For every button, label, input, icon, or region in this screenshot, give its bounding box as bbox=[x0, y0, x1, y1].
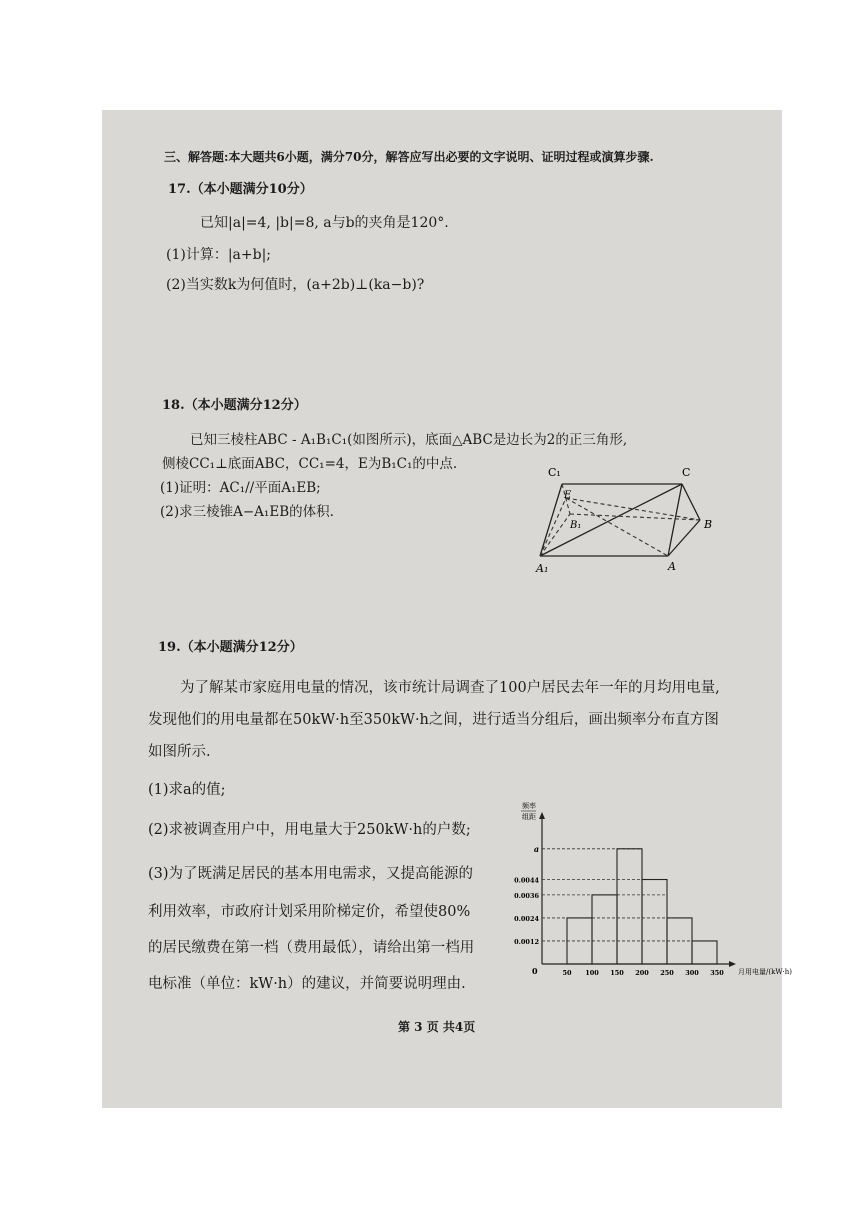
y-tick-label: 0.0012 bbox=[514, 937, 539, 946]
origin-label: 0 bbox=[532, 966, 538, 976]
q19-part3-line2: 利用效率，市政府计划采用阶梯定价，希望使80% bbox=[148, 904, 471, 920]
q18-part2: (2)求三棱锥A−A₁EB的体积. bbox=[160, 504, 334, 520]
label-c: C bbox=[682, 466, 691, 479]
y-axis-arrow bbox=[539, 812, 545, 819]
q19-heading: 19.（本小题满分12分） bbox=[158, 640, 303, 655]
q19-part2: (2)求被调查用户中，用电量大于250kW·h的户数; bbox=[148, 822, 471, 838]
q19-line1: 为了解某市家庭用电量的情况，该市统计局调查了100户居民去年一年的月均用电量, bbox=[180, 680, 720, 696]
label-a1: A₁ bbox=[536, 562, 549, 575]
q17-part1: (1)计算：|a+b|; bbox=[166, 247, 272, 263]
x-tick-label: 350 bbox=[710, 969, 724, 977]
histogram-bar bbox=[617, 849, 642, 964]
edge-b1-b bbox=[570, 514, 700, 520]
edge-c1-a1 bbox=[540, 484, 562, 556]
exam-page bbox=[102, 110, 792, 1108]
x-tick-label: 50 bbox=[562, 969, 572, 977]
histogram-chart bbox=[502, 796, 792, 986]
label-b: B bbox=[704, 518, 713, 531]
page-footer: 第 3 页 共4页 bbox=[398, 1020, 476, 1034]
histogram-bar bbox=[592, 895, 617, 964]
q17-stem: 已知|a|=4, |b|=8, a与b的夹角是120°. bbox=[200, 215, 449, 231]
x-tick-label: 250 bbox=[660, 969, 674, 977]
q17-heading: 17.（本小题满分10分） bbox=[168, 182, 313, 197]
y-tick-label: a bbox=[533, 843, 539, 854]
histogram-bar bbox=[642, 880, 667, 964]
label-a: A bbox=[668, 560, 676, 573]
prism-figure bbox=[522, 462, 722, 578]
label-c1: C₁ bbox=[548, 466, 561, 479]
section-header: 三、解答题:本大题共6小题，满分70分，解答应写出必要的文字说明、证明过程或演算步骤. bbox=[164, 150, 654, 164]
histogram-bar bbox=[692, 941, 717, 964]
edge-a1-c bbox=[540, 484, 682, 556]
x-tick-label: 200 bbox=[635, 969, 649, 977]
y-axis-label-top: 频率 bbox=[522, 802, 536, 810]
x-tick-label: 100 bbox=[585, 969, 599, 977]
edge-a-b bbox=[668, 520, 700, 556]
x-axis-label: 月用电量/(kW·h) bbox=[738, 968, 792, 976]
y-tick-label: 0.0044 bbox=[514, 876, 539, 885]
q17-part2: (2)当实数k为何值时，(a+2b)⊥(ka−b)? bbox=[166, 277, 425, 293]
q18-stem-line1: 已知三棱柱ABC - A₁B₁C₁(如图所示)，底面△ABC是边长为2的正三角形, bbox=[190, 432, 628, 448]
edge-c-a bbox=[668, 484, 682, 556]
y-axis-label-bottom: 组距 bbox=[522, 813, 536, 821]
q19-part3-line3: 的居民缴费在第一档（费用最低），请给出第一档用 bbox=[148, 940, 475, 956]
q19-part1: (1)求a的值; bbox=[148, 782, 226, 798]
y-tick-label: 0.0024 bbox=[514, 914, 539, 923]
label-b1: B₁ bbox=[570, 520, 582, 531]
x-tick-label: 300 bbox=[685, 969, 699, 977]
edge-a1-b1 bbox=[540, 514, 570, 556]
edge-a1-e bbox=[540, 498, 566, 556]
q18-heading: 18.（本小题满分12分） bbox=[162, 398, 307, 413]
q19-line2: 发现他们的用电量都在50kW·h至350kW·h之间，进行适当分组后，画出频率分布直方图 bbox=[148, 712, 719, 728]
q18-stem-line2: 侧棱CC₁⊥底面ABC，CC₁=4，E为B₁C₁的中点. bbox=[162, 456, 458, 472]
edge-c-b bbox=[682, 484, 700, 520]
q19-part3-line1: (3)为了既满足居民的基本用电需求，又提高能源的 bbox=[148, 866, 474, 882]
q19-part3-line4: 电标准（单位：kW·h）的建议，并简要说明理由. bbox=[148, 976, 466, 992]
y-tick-label: 0.0036 bbox=[514, 891, 539, 900]
q18-part1: (1)证明：AC₁//平面A₁EB; bbox=[160, 480, 321, 496]
label-e: E bbox=[564, 490, 572, 501]
x-tick-label: 150 bbox=[610, 969, 624, 977]
q19-line3: 如图所示. bbox=[148, 744, 211, 760]
x-axis-arrow bbox=[729, 961, 736, 967]
